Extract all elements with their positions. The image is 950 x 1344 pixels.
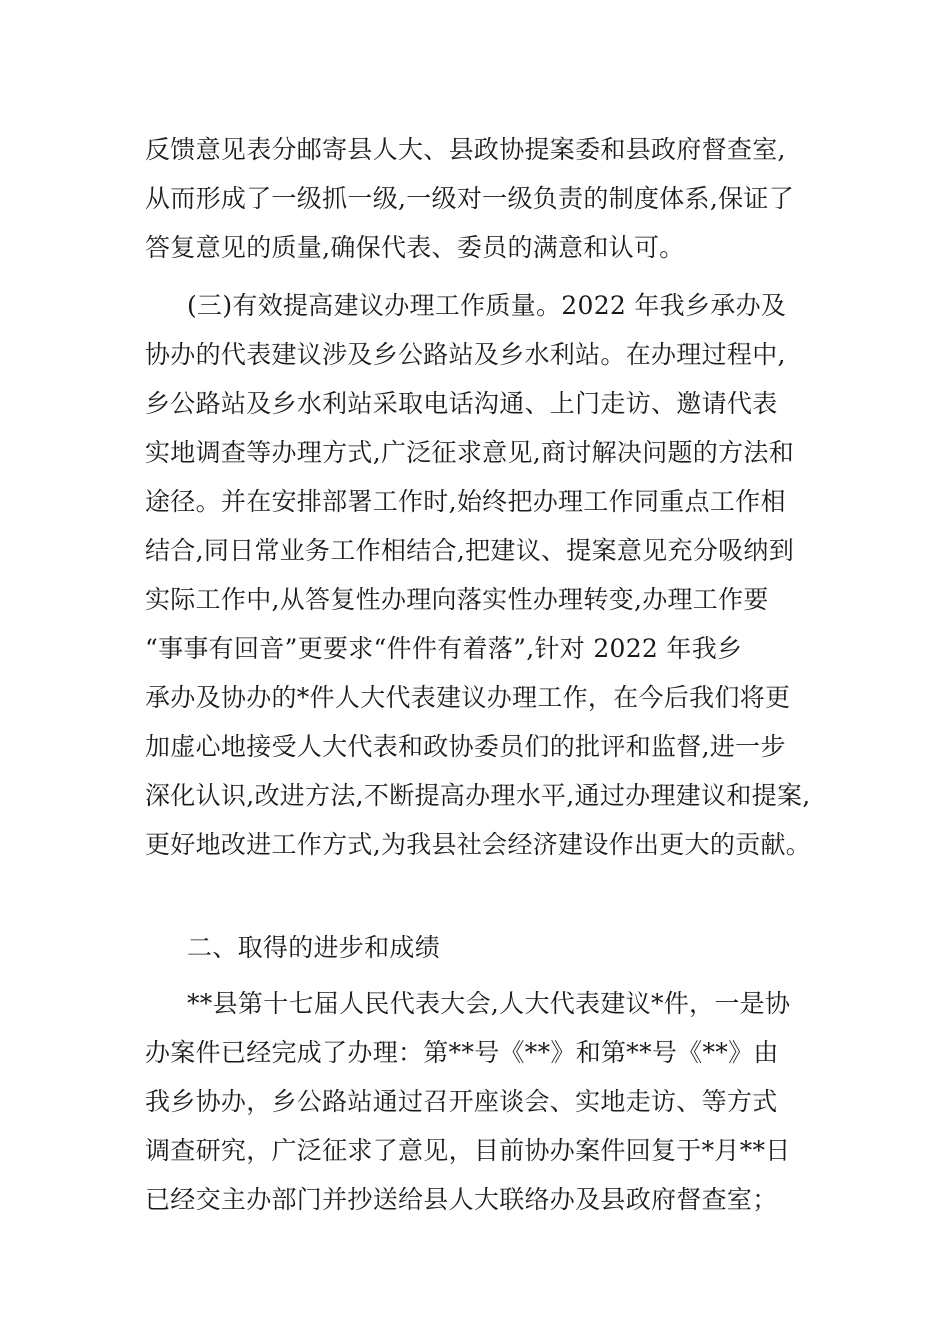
section-3-heading-line: (三)有效提高建议办理工作质量。2022 年我乡承办及 xyxy=(187,291,787,320)
text-line-13: 加虚心地接受人大代表和政协委员们的批评和监督,进一步 xyxy=(145,732,786,761)
text-line-15: 更好地改进工作方式,为我县社会经济建设作出更大的贡献。 xyxy=(145,830,812,859)
text-line-19: 我乡协办，乡公路站通过召开座谈会、实地走访、等方式 xyxy=(145,1087,778,1116)
text-line-5: 协办的代表建议涉及乡公路站及乡水利站。在办理过程中, xyxy=(145,340,786,369)
section-2-heading: 二、取得的进步和成绩 xyxy=(187,933,441,962)
text-line-3: 答复意见的质量,确保代表、委员的满意和认可。 xyxy=(145,233,685,262)
text-line-17: **县第十七届人民代表大会,人大代表建议*件，一是协 xyxy=(187,989,791,1018)
text-line-7: 实地调查等办理方式,广泛征求意见,商讨解决问题的方法和 xyxy=(145,438,794,467)
text-line-14: 深化认识,改进方法,不断提高办理水平,通过办理建议和提案, xyxy=(145,781,811,810)
text-line-18: 办案件已经完成了办理：第**号《**》和第**号《**》由 xyxy=(145,1038,779,1067)
text-line-20: 调查研究，广泛征求了意见，目前协办案件回复于*月**日 xyxy=(145,1136,791,1165)
text-line-2: 从而形成了一级抓一级,一级对一级负责的制度体系,保证了 xyxy=(145,184,794,213)
text-line-11: “事事有回音”更要求“件件有着落”,针对 2022 年我乡 xyxy=(145,634,743,663)
text-line-10: 实际工作中,从答复性办理向落实性办理转变,办理工作要 xyxy=(145,585,769,614)
text-line-21: 已经交主办部门并抄送给县人大联络办及县政府督查室； xyxy=(145,1185,778,1214)
text-line-9: 结合,同日常业务工作相结合,把建议、提案意见充分吸纳到 xyxy=(145,536,794,565)
text-line-12: 承办及协办的*件人大代表建议办理工作，在今后我们将更 xyxy=(145,683,791,712)
text-line-1: 反馈意见表分邮寄县人大、县政协提案委和县政府督查室, xyxy=(145,135,786,164)
text-line-6: 乡公路站及乡水利站采取电话沟通、上门走访、邀请代表 xyxy=(145,389,778,418)
text-line-8: 途径。并在安排部署工作时,始终把办理工作同重点工作相 xyxy=(145,487,786,516)
